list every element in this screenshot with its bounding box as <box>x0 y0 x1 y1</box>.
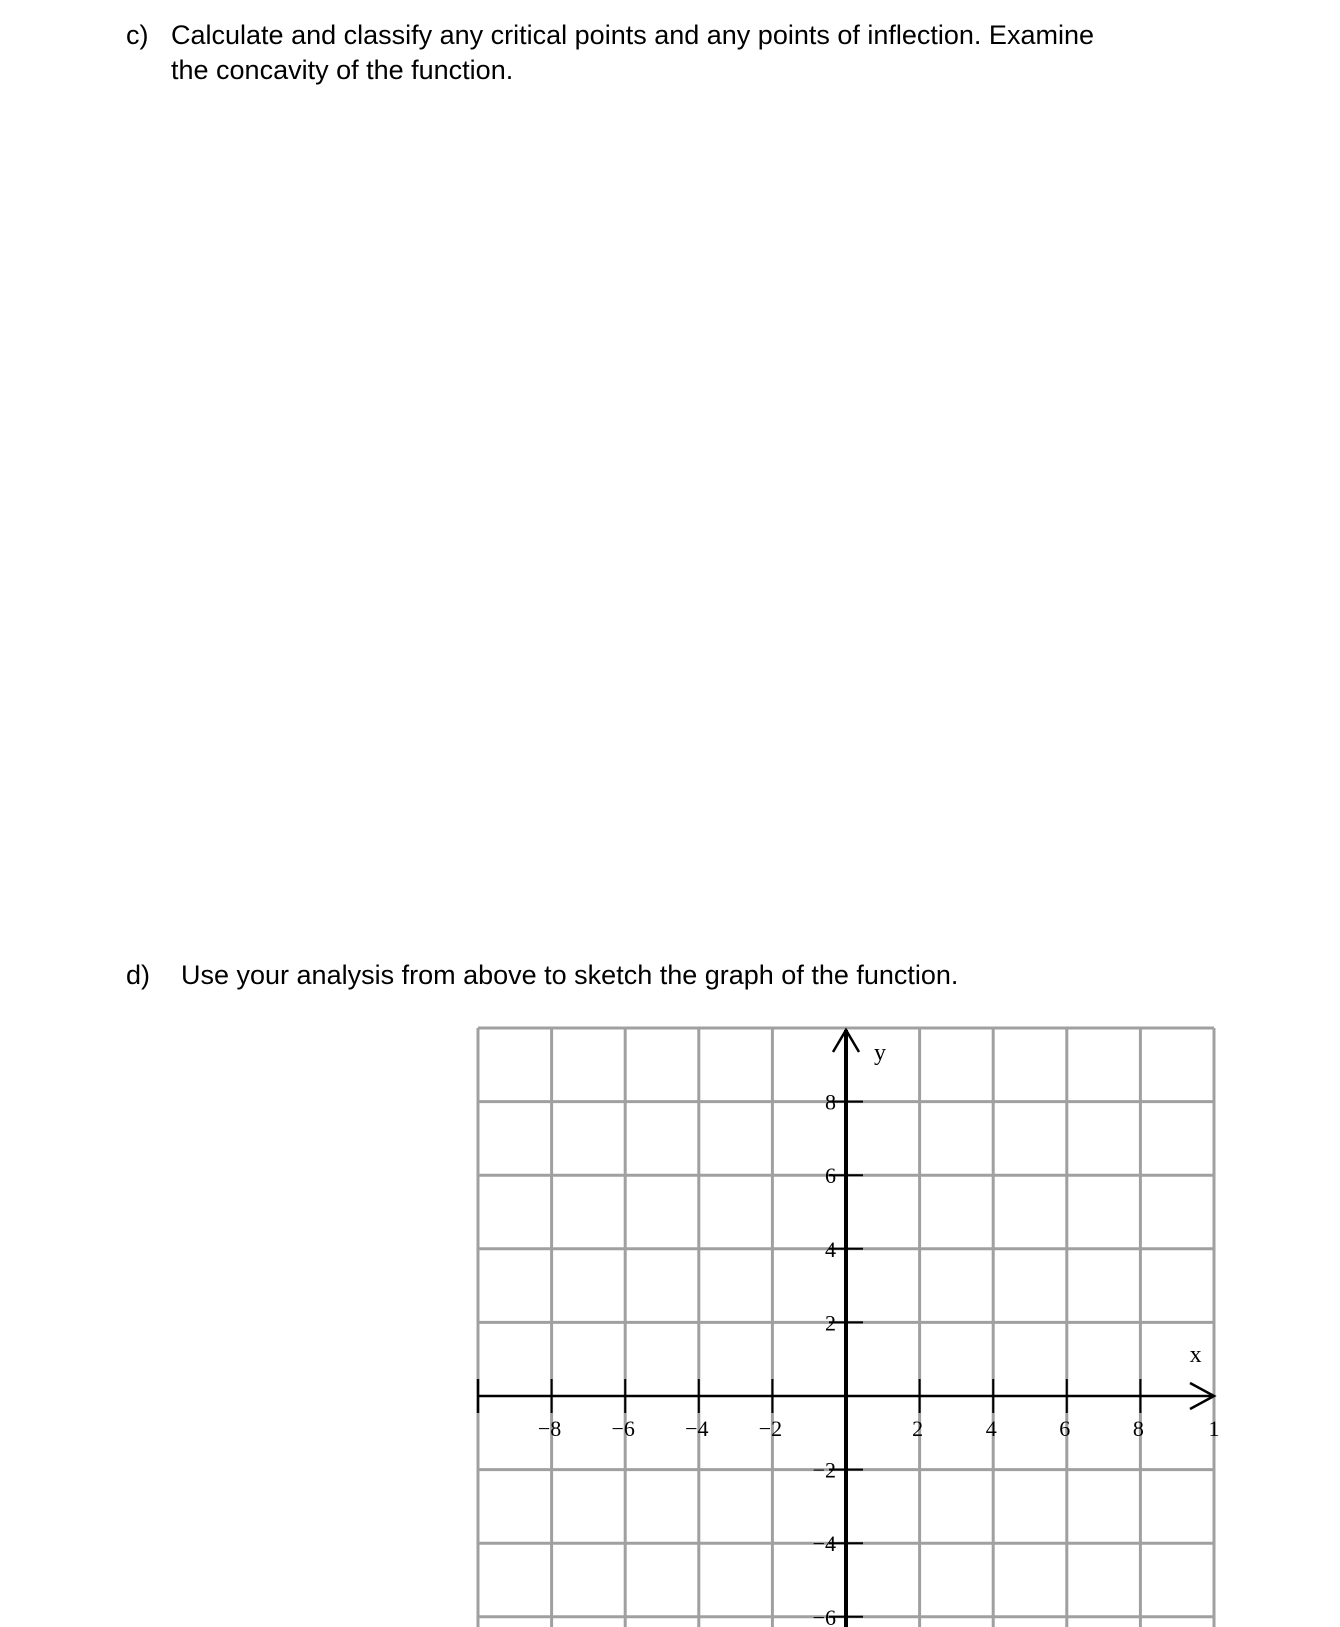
x-tick-label: −2 <box>758 1416 783 1441</box>
question-d-text: Use your analysis from above to sketch the graph of the function. <box>181 960 959 990</box>
tick-labels <box>538 1040 1220 1627</box>
question-d-label: d) <box>126 960 151 990</box>
y-tick-label: 6 <box>825 1163 836 1189</box>
x-tick-label: 1 <box>1208 1416 1220 1441</box>
x-tick-label: 6 <box>1059 1416 1071 1441</box>
y-tick-label: 2 <box>825 1310 836 1336</box>
y-tick-label: 8 <box>825 1089 836 1115</box>
x-tick-label: 8 <box>1132 1416 1144 1441</box>
x-tick-label: −4 <box>685 1416 709 1441</box>
x-tick-label: 4 <box>985 1416 997 1441</box>
x-tick-label: −8 <box>537 1416 562 1441</box>
question-c-text-line2: the concavity of the function. <box>171 55 514 85</box>
x-tick-label: 2 <box>912 1416 924 1441</box>
y-tick-label: 4 <box>825 1236 836 1262</box>
y-tick-label: −4 <box>812 1531 836 1557</box>
question-c-text-line1: Calculate and classify any critical points and any points of inflection. Examine <box>171 20 1094 50</box>
x-tick-label: −6 <box>611 1416 635 1441</box>
y-tick-label: −2 <box>812 1457 836 1483</box>
axes <box>478 1030 1214 1627</box>
y-axis-name: y <box>874 1040 886 1066</box>
y-tick-label: −6 <box>812 1604 836 1627</box>
x-axis-name: x <box>1189 1342 1202 1368</box>
question-c-label: c) <box>126 20 149 50</box>
